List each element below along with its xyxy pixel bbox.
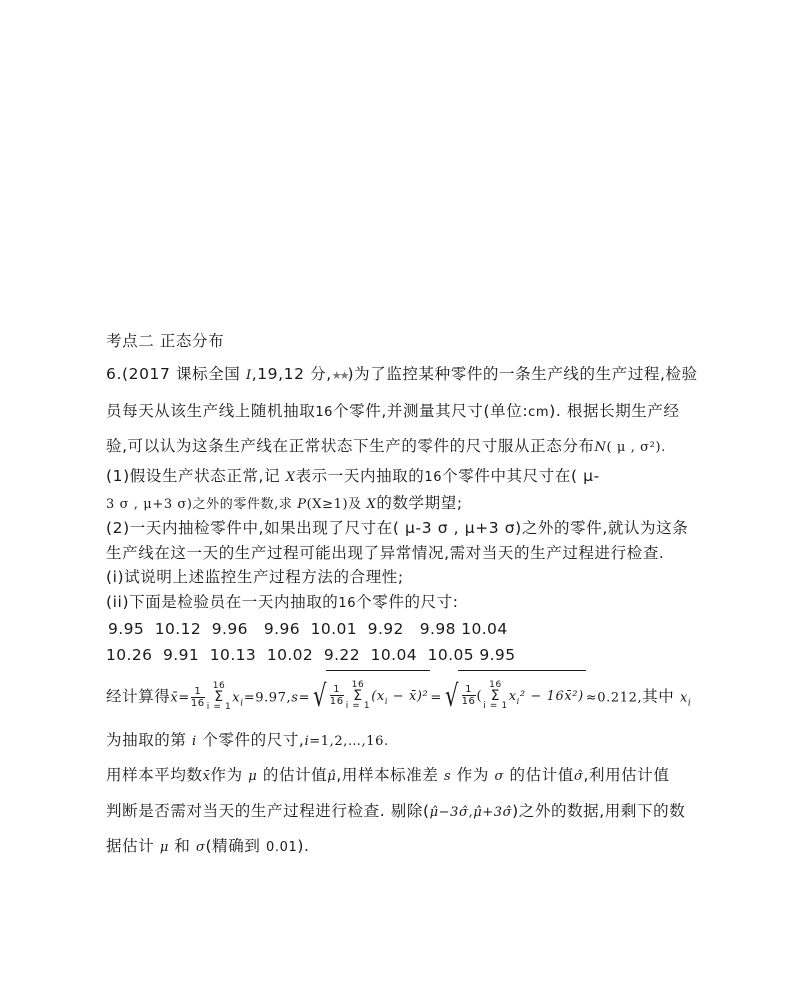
sum-upper: 16 [489,679,502,690]
math-term: − x̄)² [388,689,429,704]
problem-text: ). [297,837,310,855]
math-term: x [508,689,517,704]
fraction-denominator: 16 [329,696,344,707]
problem-line-3 [106,436,666,458]
problem-line-7: 生产线在这一天的生产过程可能出现了异常情况,需对当天的生产过程进行检查. [106,544,665,562]
source-text: ,19,12 分, [251,365,332,383]
math-xbar: x̄ [202,769,211,784]
sum-lower: i = 1 [206,702,232,713]
math-expr: (X≥1)及 [306,497,367,512]
problem-text: )之外的数据,用剩下的数 [512,802,686,820]
problem-text: (ii)下面是检验员在一天内抽取的 [106,593,339,611]
problem-text: 的估计值 [504,766,574,784]
math-i: i [304,734,310,749]
math-x: x [232,690,241,706]
problem-text: 个零件的尺寸: [356,593,459,611]
math-subscript: i [240,698,244,709]
math-eq: = [430,690,442,706]
problem-line-est-3 [106,836,310,858]
sum-upper: 16 [351,679,365,690]
math-P: P [297,497,307,512]
math-params: ( μ , σ²). [606,440,666,455]
problem-text: ,用样本标准差 [336,766,444,784]
problem-line-xi [106,730,389,752]
fraction-denominator: 16 [190,697,205,709]
problem-text: 作为 [210,766,249,784]
problem-line-1 [106,364,698,386]
problem-text: )为了监控某种零件的一条生产线的生产过程,检验 [347,365,698,383]
math-sigma: σ [196,840,206,855]
math-sigma: σ [494,769,505,784]
math-result: ≈0.212, [585,690,643,706]
math-eq: = [298,690,311,706]
math-mu: μ [248,769,258,784]
fraction [462,684,476,707]
problem-text: 个零件中其尺寸在( μ- [442,467,600,485]
problem-number: 6.(2017 课标全国 [106,365,246,383]
problem-text: 验,可以认为这条生产线在正常状态下生产的零件的尺寸服从正态分布 [106,437,595,455]
problem-line-9 [106,592,459,614]
fraction-denominator: 16 [461,696,476,707]
fraction [191,686,205,709]
problem-text: 其中 [642,687,680,706]
fraction-numerator: 1 [462,684,476,696]
math-mu: μ [159,840,169,855]
summation: 16 Σ i = 1 [206,681,232,713]
math-sigma-hat: σ̂ [573,769,584,784]
math-X: X [285,470,296,485]
problem-text: 员每天从该生产线上随机抽取 [106,402,316,420]
math-xbar: x̄= [170,690,190,706]
problem-text: ,利用估计值 [583,766,670,784]
precision-value: 0.01 [266,840,298,855]
fraction [330,684,344,707]
problem-line-est-2 [106,801,685,823]
volume-numeral: I [245,368,252,383]
problem-line-8: (i)试说明上述监控生产过程方法的合理性; [106,568,404,586]
sample-count: 16 [424,470,443,485]
problem-text: 3 σ , μ+3 σ)之外的零件数,求 [106,497,298,512]
summation: 16 Σ i = 1 [345,679,371,711]
sample-count: 16 [315,405,334,420]
problem-text: 用样本平均数 [106,766,203,784]
fraction-numerator: 1 [330,684,344,696]
math-interval: μ̂−3σ̂,μ̂+3σ̂ [429,805,513,820]
math-s: s [444,769,452,784]
problem-text: ). 根据长期生产经 [549,402,680,420]
problem-text: 表示一天内抽取的 [295,467,425,485]
math-result: =9.97, [243,690,292,706]
problem-line-4 [106,466,600,488]
math-i: i [192,734,197,749]
calc-line: 经计算得x̄= $\frac{1}{16}$ 16 Σ $i = 1x_i=9.97,s=√$ $\frac{1}{16}$ 16 Σ $i = 1(x_i$ − x̄)² =√ $\frac{1}{16}$ (16 Σ $i = 1x_i^2$ − 16x̄²) ≈0.212,其中 $x_i$ [106,670,691,714]
math-subscript: i [687,698,692,709]
problem-line-5 [106,493,463,515]
calc-label: 经计算得 [106,687,171,706]
math-mu-hat: μ̂ [327,769,337,784]
fraction-numerator: 1 [191,686,205,698]
problem-text: 据估计 [106,837,160,855]
data-row-1: 9.95 10.12 9.96 9.96 10.01 9.92 9.98 10.04 [108,620,508,638]
data-row-2: 10.26 9.91 10.13 10.02 9.22 10.04 10.05 9.95 [106,646,516,664]
math-subscript: i [516,697,520,707]
problem-text: 个零件,并测量其尺寸(单位: [333,402,529,420]
math-term: ( [476,689,483,704]
section-title: 考点二 正态分布 [106,332,225,350]
math-term: (x [371,689,385,704]
problem-text: 作为 [451,766,495,784]
problem-text: 的数学期望; [376,494,463,512]
sqrt-1 [326,670,431,724]
unit-cm: cm [528,405,550,420]
sum-lower: i = 1 [345,700,371,711]
problem-text: 和 [168,837,197,855]
sqrt-2 [458,670,586,724]
sample-count: 16 [338,596,357,611]
difficulty-stars-icon: ★★ [331,369,348,382]
problem-line-2 [106,401,680,423]
math-subscript: i [384,697,388,707]
sum-upper: 16 [212,681,226,692]
math-s: s [291,690,299,706]
summation: 16 Σ i = 1 [483,679,508,711]
math-range: =1,2,…,16. [309,734,389,749]
problem-text: 为抽取的第 [106,731,193,749]
sum-lower: i = 1 [483,700,508,711]
math-N: N [594,440,607,455]
math-x: x [679,690,688,706]
problem-text: 判断是否需对当天的生产过程进行检查. 剔除( [106,802,430,820]
problem-text: 的估计值 [257,766,328,784]
problem-text: 个零件的尺寸, [196,731,305,749]
math-term: ² − 16x̄²) [519,689,584,704]
problem-text: (精确到 [205,837,267,855]
math-X: X [366,497,377,512]
problem-text: (1)假设生产状态正常,记 [106,467,286,485]
problem-line-est-1 [106,765,669,787]
problem-line-6: (2)一天内抽检零件中,如果出现了尺寸在( μ-3 σ , μ+3 σ)之外的零件,就认为这条 [106,519,689,537]
